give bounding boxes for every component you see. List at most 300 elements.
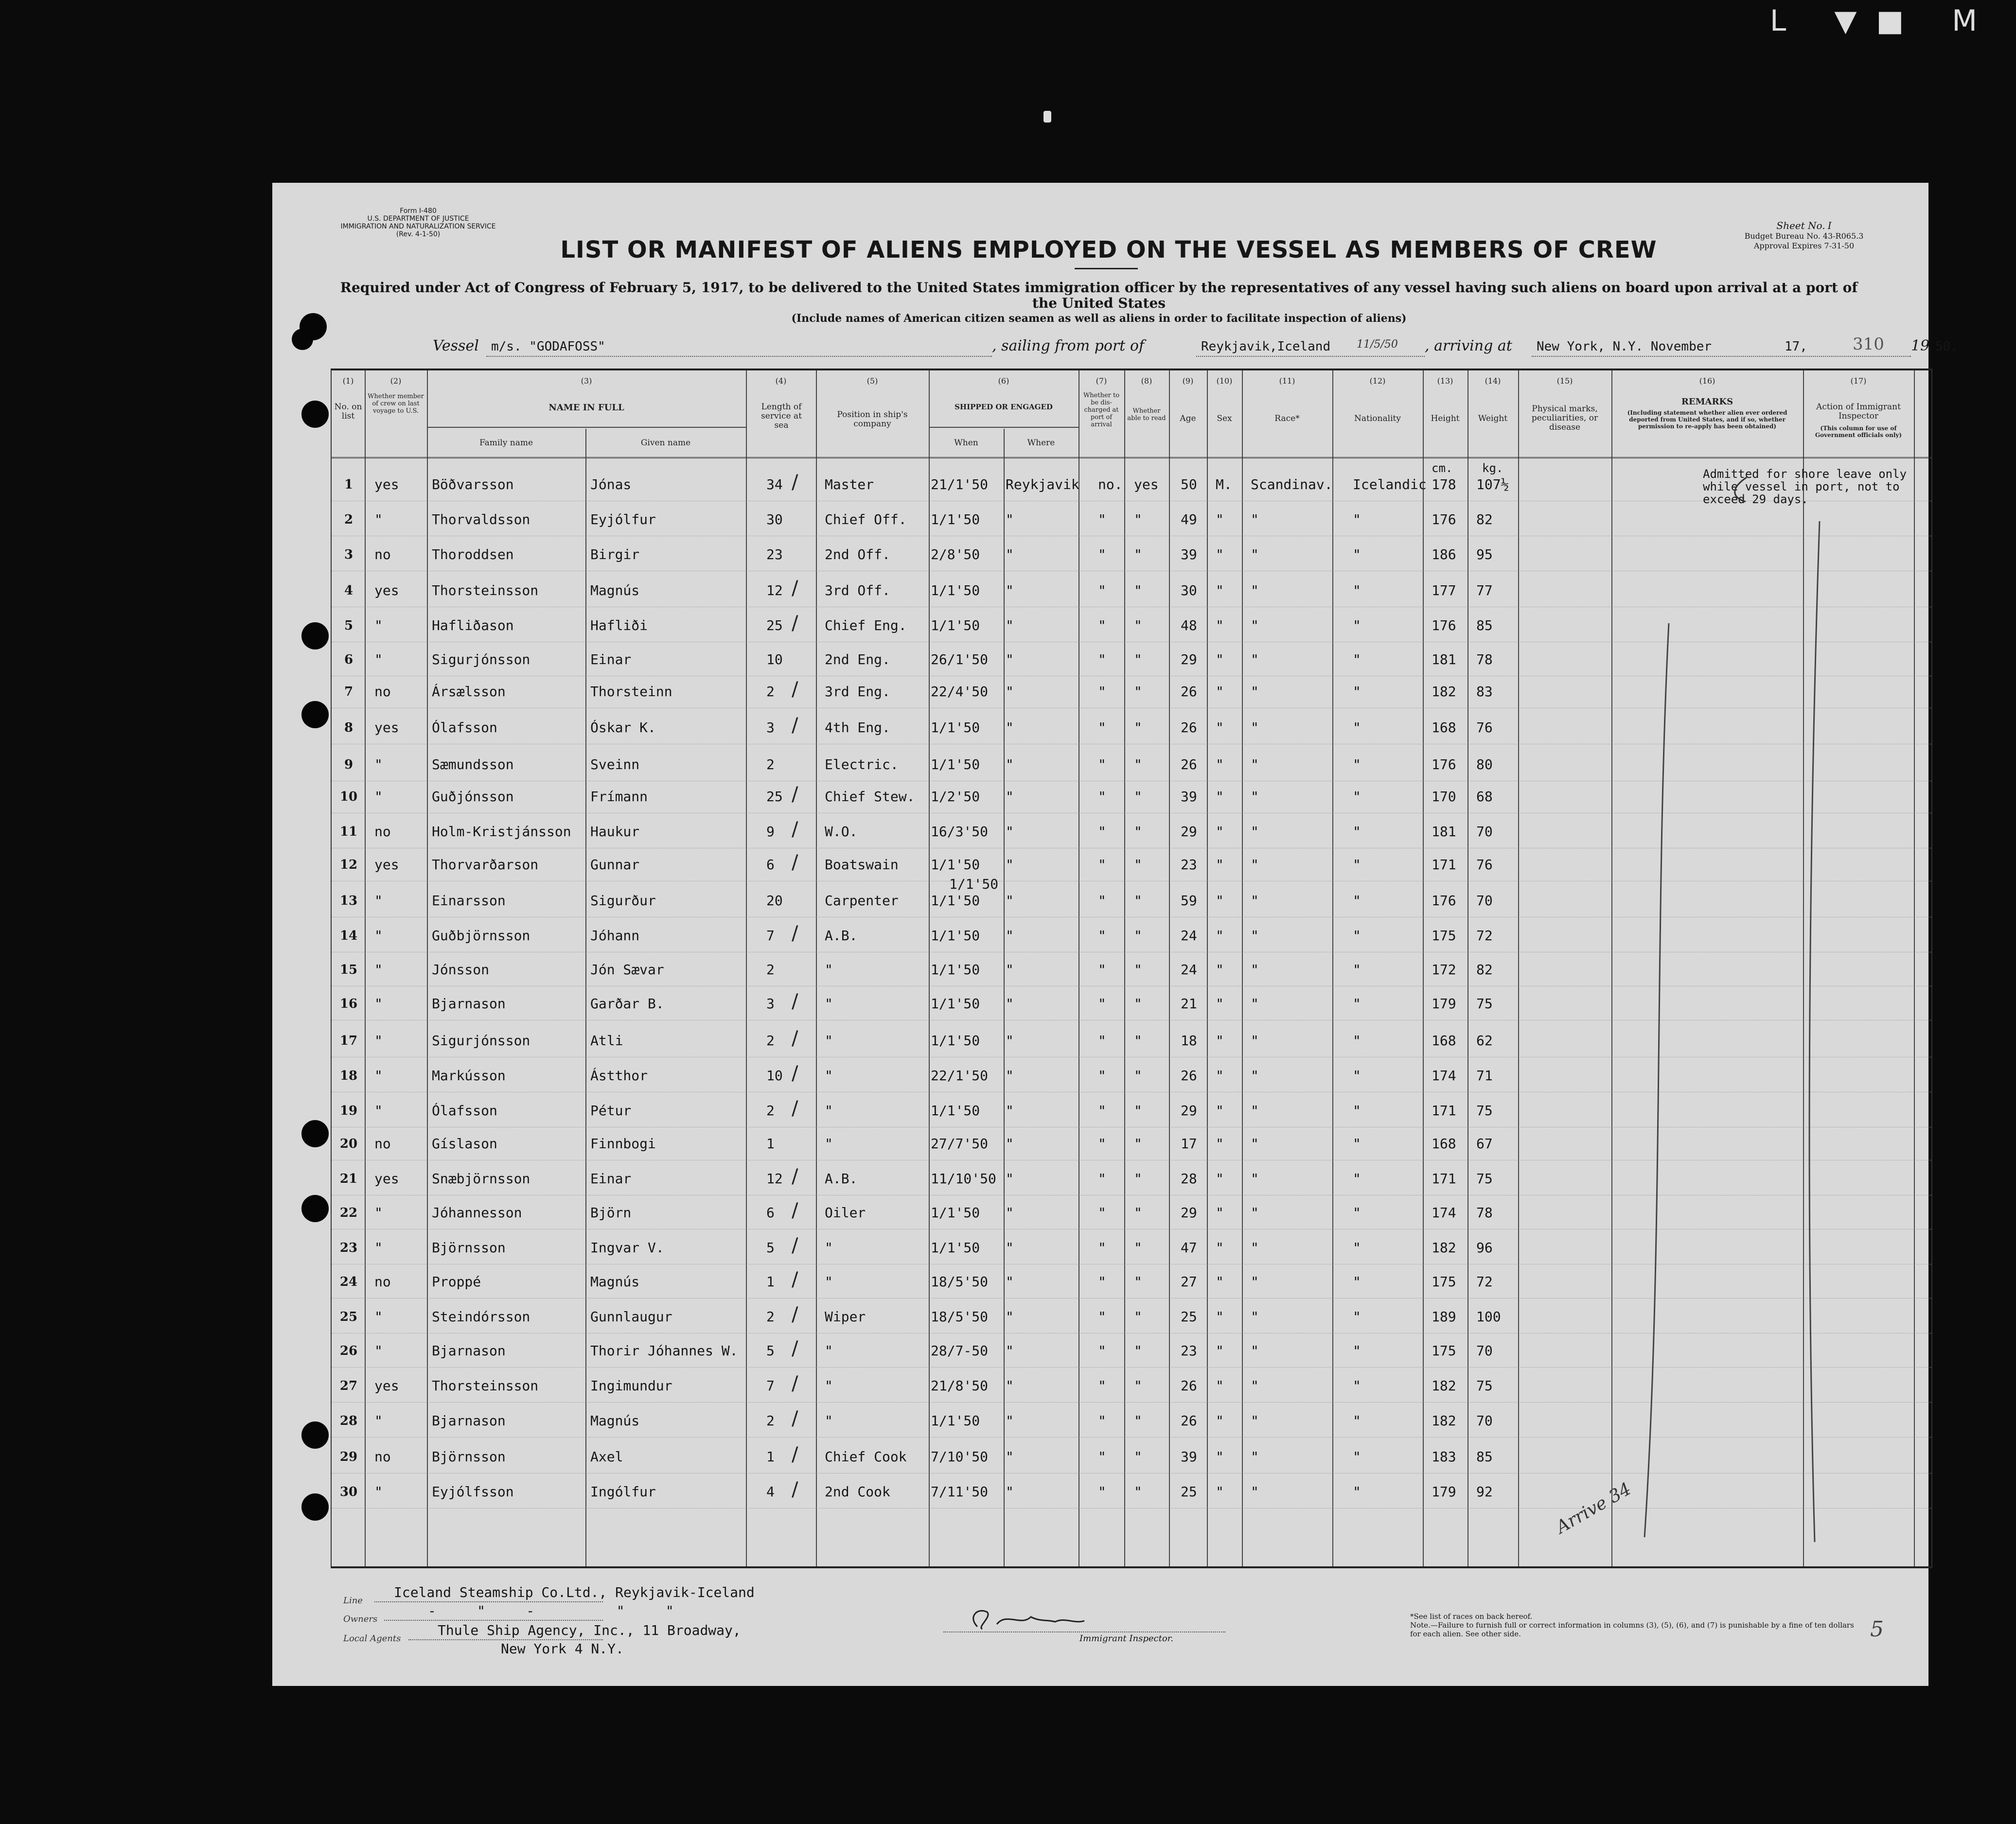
cell-position: " (825, 1343, 833, 1359)
cell-race: " (1251, 651, 1259, 667)
cell-disch: " (1098, 1068, 1106, 1084)
row-number: 17 (339, 1034, 358, 1048)
check-mark: / (792, 1234, 798, 1257)
cell-age: 26 (1181, 1378, 1197, 1394)
cell-sex: M. (1216, 476, 1232, 492)
cell-read: " (1134, 1343, 1142, 1359)
cell-when: 1/1'50 (931, 1033, 980, 1049)
col-num: (3) (581, 376, 592, 386)
cell-nat: " (1353, 1103, 1361, 1119)
cell-race: " (1251, 1171, 1259, 1187)
col-num: (7) (1096, 376, 1107, 386)
row-number: 28 (339, 1414, 358, 1428)
cell-sex: " (1216, 1484, 1224, 1500)
punch-hole (301, 622, 329, 649)
cell-weight: 82 (1476, 962, 1493, 978)
cell-age: 26 (1181, 719, 1197, 736)
cell-disch: " (1098, 1274, 1106, 1290)
cell-race: " (1251, 1484, 1259, 1500)
row-number: 3 (344, 547, 354, 562)
cell-when: 1/1'50 (931, 511, 980, 527)
cell-read: " (1134, 1171, 1142, 1187)
cell-height: 176 (1432, 756, 1456, 772)
cell-height: 182 (1432, 1240, 1456, 1256)
cell-nat: " (1353, 1205, 1361, 1221)
cell-nat: " (1353, 1136, 1361, 1152)
check-mark: / (792, 612, 798, 634)
manifest-sheet (272, 183, 1958, 1686)
cell-family: Thorsteinsson (432, 582, 539, 598)
cell-where: " (1006, 1136, 1014, 1152)
cell-disch: " (1098, 684, 1106, 700)
cell-disch: " (1098, 1033, 1106, 1049)
cell-age: 26 (1181, 1068, 1197, 1084)
col-num: (5) (867, 376, 878, 386)
cell-when: 1/1'50 (931, 756, 980, 772)
cell-height: 182 (1432, 684, 1456, 700)
cell-family: Sigurjónsson (432, 651, 531, 667)
cell-age: 23 (1181, 1343, 1197, 1359)
handwritten-note: Arrive 34 (1553, 1479, 1635, 1538)
cell-where: " (1006, 1240, 1014, 1256)
cell-sex: " (1216, 1274, 1224, 1290)
col-line (929, 370, 930, 1566)
cell-nat: " (1353, 1484, 1361, 1500)
header-height: Height (1431, 414, 1460, 423)
cell-race: Scandinav. (1251, 476, 1333, 492)
cell-where: " (1006, 651, 1014, 667)
cell-family: Bjarnason (432, 1343, 506, 1359)
cell-when: 7/11'50 (931, 1484, 989, 1500)
remark-line: Admitted for shore leave only (1703, 467, 1907, 481)
cell-height: 182 (1432, 1413, 1456, 1429)
cell-read: " (1134, 824, 1142, 840)
cell-weight: 75 (1476, 1378, 1493, 1394)
cell-position: Boatswain (825, 857, 899, 873)
cell-height: 171 (1432, 1103, 1456, 1119)
col-line (1124, 370, 1125, 1566)
cell-position: " (825, 1103, 833, 1119)
row-number: 8 (344, 720, 354, 735)
cell-position: " (825, 1274, 833, 1290)
cell-sex: " (1216, 1205, 1224, 1221)
header-discharged: Whether to be dis-charged at port of arrival (1083, 392, 1120, 428)
cell-length: 1 (766, 1136, 775, 1152)
cell-sex: " (1216, 1449, 1224, 1465)
cell-weight: 83 (1476, 684, 1493, 700)
cell-when: 7/10'50 (931, 1449, 989, 1465)
cell-family: Thoroddsen (432, 546, 514, 562)
cell-length: 12 (766, 582, 783, 598)
row-number: 26 (339, 1344, 358, 1358)
cell-sex: " (1216, 1171, 1224, 1187)
cell-disch: " (1098, 582, 1106, 598)
page-mark: 5 (1870, 1617, 1884, 1642)
cell-sex: " (1216, 1033, 1224, 1049)
cell-family: Thorvarðarson (432, 857, 539, 873)
cell-read: " (1134, 857, 1142, 873)
owners-value: - " - " " (428, 1603, 674, 1619)
col-num: (17) (1850, 376, 1867, 386)
cell-race: " (1251, 1309, 1259, 1325)
cell-disch: " (1098, 857, 1106, 873)
cell-sex: " (1216, 1136, 1224, 1152)
cell-height: 172 (1432, 962, 1456, 978)
cell-height: 175 (1432, 1274, 1456, 1290)
cell-race: " (1251, 546, 1259, 562)
cell-family: Markússon (432, 1068, 506, 1084)
cell-weight: 100 (1476, 1309, 1501, 1325)
cell-height: 182 (1432, 1378, 1456, 1394)
cell-race: " (1251, 1205, 1259, 1221)
cell-prev: " (374, 789, 383, 805)
cell-disch: " (1098, 546, 1106, 562)
cell-given: Haukur (590, 824, 640, 840)
col-num: (10) (1216, 376, 1233, 386)
cell-weight: 78 (1476, 1205, 1493, 1221)
cell-given: Jóhann (590, 928, 640, 944)
cell-disch: no. (1098, 476, 1123, 492)
cell-given: Gunnlaugur (590, 1309, 672, 1325)
col-num: (4) (775, 376, 787, 386)
row-number: 13 (339, 894, 358, 908)
cell-sex: " (1216, 857, 1224, 873)
cell-length: 1 (766, 1274, 775, 1290)
cell-height: 175 (1432, 1343, 1456, 1359)
cell-given: Magnús (590, 1413, 640, 1429)
cell-race: " (1251, 617, 1259, 633)
cell-family: Ólafsson (432, 719, 497, 736)
cell-position: " (825, 1136, 833, 1152)
row-number: 27 (339, 1379, 358, 1393)
cell-read: " (1134, 651, 1142, 667)
cell-height: 186 (1432, 546, 1456, 562)
cell-length: 9 (766, 824, 775, 840)
cell-when: 1/1'50 (931, 962, 980, 978)
document-title: LIST OR MANIFEST OF ALIENS EMPLOYED ON THE VESSEL AS MEMBERS OF CREW (560, 236, 1657, 263)
check-mark: / (792, 471, 798, 493)
cell-race: " (1251, 582, 1259, 598)
col-line (585, 429, 586, 1566)
cell-where: " (1006, 996, 1014, 1012)
arrival-port: New York, N.Y. November (1537, 339, 1712, 354)
cell-prev: yes (374, 476, 399, 492)
cell-nat: " (1353, 719, 1361, 736)
cell-family: Steindórsson (432, 1309, 531, 1325)
sheet-number: I (1827, 220, 1832, 231)
cell-prev: " (374, 1205, 383, 1221)
cell-weight: 78 (1476, 651, 1493, 667)
cell-nat: " (1353, 1068, 1361, 1084)
cell-sex: " (1216, 928, 1224, 944)
cell-length: 2 (766, 684, 775, 700)
cell-read: " (1134, 684, 1142, 700)
cell-prev: " (374, 1343, 383, 1359)
cell-family: Gíslason (432, 1136, 497, 1152)
cell-age: 23 (1181, 857, 1197, 873)
cell-given: Björn (590, 1205, 632, 1221)
check-mark: / (792, 1062, 798, 1085)
cell-age: 29 (1181, 824, 1197, 840)
cell-given: Óskar K. (590, 719, 656, 736)
cell-length: 3 (766, 719, 775, 736)
cell-sex: " (1216, 1343, 1224, 1359)
cell-nat: " (1353, 824, 1361, 840)
cell-where: " (1006, 1068, 1014, 1084)
col-line (816, 370, 817, 1566)
penalty-note: Note.—Failure to furnish full or correct information in columns (3), (5), (6), and (7) is punishable by a fine of ten dollars for each alien. See other side. (1410, 1621, 1854, 1638)
check-mark: / (792, 1372, 798, 1395)
cell-position: 2nd Off. (825, 546, 890, 562)
cell-nat: " (1353, 1309, 1361, 1325)
cell-family: Ársælsson (432, 684, 506, 700)
row-number: 22 (339, 1206, 358, 1220)
form-identifier (331, 207, 506, 238)
cell-read: " (1134, 617, 1142, 633)
cell-read: " (1134, 928, 1142, 944)
cell-height: 179 (1432, 996, 1456, 1012)
col-num: (13) (1437, 376, 1453, 386)
cell-position: 3rd Eng. (825, 684, 890, 700)
row-number: 21 (339, 1172, 358, 1186)
cell-family: Snæbjörnsson (432, 1171, 531, 1187)
unit-cm: cm. (1432, 461, 1453, 475)
cell-given: Einar (590, 651, 632, 667)
punch-hole (292, 329, 313, 350)
cell-nat: " (1353, 893, 1361, 909)
cell-given: Magnús (590, 582, 640, 598)
check-mark: / (792, 1165, 798, 1188)
cell-given: Ingólfur (590, 1484, 656, 1500)
form-dept: U.S. DEPARTMENT OF JUSTICE (367, 215, 469, 223)
cell-given: Eyjólfur (590, 511, 656, 527)
cell-given: Hafliði (590, 617, 648, 633)
cell-prev: no (374, 1449, 391, 1465)
handwritten-date: 11/5/50 (1357, 338, 1398, 351)
film-corner-marks: L ▼■ M (1769, 4, 1997, 38)
cell-where: " (1006, 1205, 1014, 1221)
cell-where: " (1006, 928, 1014, 944)
check-mark: / (792, 1268, 798, 1291)
cell-age: 25 (1181, 1484, 1197, 1500)
cell-length: 7 (766, 928, 775, 944)
cell-age: 27 (1181, 1274, 1197, 1290)
cell-height: 171 (1432, 857, 1456, 873)
remark-line: exceed 29 days. (1703, 492, 1808, 506)
header-family-name: Family name (479, 438, 533, 448)
cell-read: " (1134, 1240, 1142, 1256)
cell-read: " (1134, 546, 1142, 562)
col-line (1242, 370, 1243, 1566)
arrival-day: 17, (1785, 339, 1807, 354)
cell-nat: " (1353, 546, 1361, 562)
line-label: Line (343, 1596, 363, 1606)
page-number: 310 (1853, 334, 1884, 354)
cell-where: " (1006, 756, 1014, 772)
header-position: Position in ship's company (837, 410, 908, 429)
cell-nat: " (1353, 857, 1361, 873)
cell-read: " (1134, 1136, 1142, 1152)
dotted-underline (374, 1601, 603, 1602)
cell-position: A.B. (825, 928, 858, 944)
col-line (1332, 370, 1333, 1566)
cell-read: " (1134, 893, 1142, 909)
cell-position: Chief Stew. (825, 789, 915, 805)
form-service: IMMIGRATION AND NATURALIZATION SERVICE (340, 223, 496, 230)
cell-height: 174 (1432, 1068, 1456, 1084)
row-number: 1 (344, 477, 354, 492)
cell-sex: " (1216, 962, 1224, 978)
cell-when: 1/1'50 (931, 1205, 980, 1221)
title-rule (1075, 268, 1138, 269)
owners-label: Owners (343, 1614, 378, 1624)
cell-given: Magnús (590, 1274, 640, 1290)
cell-read: " (1134, 1103, 1142, 1119)
cell-given: Thorir Jóhannes W. (590, 1343, 738, 1359)
row-number: 19 (339, 1104, 358, 1118)
cell-height: 170 (1432, 789, 1456, 805)
cell-where: " (1006, 1309, 1014, 1325)
cell-disch: " (1098, 756, 1106, 772)
cell-given: Thorsteinn (590, 684, 672, 700)
cell-weight: 76 (1476, 857, 1493, 873)
dotted-underline (1196, 356, 1425, 357)
cell-nat: " (1353, 789, 1361, 805)
cell-prev: yes (374, 719, 399, 736)
col-line (1207, 370, 1208, 1566)
cell-sex: " (1216, 617, 1224, 633)
cell-position: " (825, 996, 833, 1012)
check-mark: / (792, 678, 798, 701)
handwritten-brackets (1615, 468, 1931, 1561)
cell-family: Björnsson (432, 1240, 506, 1256)
cell-length: 10 (766, 1068, 783, 1084)
cell-height: 176 (1432, 893, 1456, 909)
punch-hole (301, 1421, 329, 1449)
cell-nat: " (1353, 1171, 1361, 1187)
cell-position: Oiler (825, 1205, 866, 1221)
name-subrule (427, 427, 746, 428)
cell-race: " (1251, 857, 1259, 873)
cell-height: 168 (1432, 1136, 1456, 1152)
cell-when: 1/1'50 (931, 996, 980, 1012)
cell-given: Atli (590, 1033, 623, 1049)
col-line (365, 370, 366, 1566)
header-where: Where (1027, 438, 1055, 448)
check-mark: / (792, 1097, 798, 1120)
vessel-line (433, 337, 1958, 360)
col-num: (14) (1485, 376, 1501, 386)
cell-sex: " (1216, 1378, 1224, 1394)
col-num: (2) (390, 376, 402, 386)
sheet-label: Sheet No. (1776, 220, 1825, 231)
cell-prev: " (374, 1309, 383, 1325)
cell-disch: " (1098, 1378, 1106, 1394)
cell-when: 18/5'50 (931, 1274, 989, 1290)
cell-family: Sæmundsson (432, 756, 514, 772)
cell-age: 18 (1181, 1033, 1197, 1049)
cell-race: " (1251, 962, 1259, 978)
col-num: (15) (1556, 376, 1573, 386)
cell-weight: 77 (1476, 582, 1493, 598)
cell-given: Sveinn (590, 756, 640, 772)
cell-family: Holm-Kristjánsson (432, 824, 571, 840)
cell-prev: " (374, 962, 383, 978)
cell-prev: " (374, 1068, 383, 1084)
cell-age: 39 (1181, 789, 1197, 805)
cell-prev: yes (374, 857, 399, 873)
cell-when: 1/2'50 (931, 789, 980, 805)
row-number: 10 (339, 789, 358, 804)
cell-prev: " (374, 928, 383, 944)
cell-when: 11/10'50 (931, 1171, 996, 1187)
cell-when: 1/1'50 (931, 719, 980, 736)
row-number: 20 (339, 1137, 358, 1151)
col-num: (9) (1182, 376, 1194, 386)
cell-sex: " (1216, 1309, 1224, 1325)
col-num: (8) (1141, 376, 1152, 386)
cell-when: 16/3'50 (931, 824, 989, 840)
cell-age: 28 (1181, 1171, 1197, 1187)
header-no-on-list: No. on list (334, 402, 362, 421)
col-line (1611, 370, 1612, 1566)
cell-length: 2 (766, 1033, 775, 1049)
cell-nat: " (1353, 1378, 1361, 1394)
cell-length: 5 (766, 1240, 775, 1256)
cell-height: 174 (1432, 1205, 1456, 1221)
cell-race: " (1251, 1103, 1259, 1119)
cell-age: 49 (1181, 511, 1197, 527)
cell-nat: " (1353, 1413, 1361, 1429)
cell-position: 2nd Eng. (825, 651, 890, 667)
cell-family: Proppé (432, 1274, 481, 1290)
cell-when: 18/5'50 (931, 1309, 989, 1325)
cell-given: Einar (590, 1171, 632, 1187)
cell-prev: " (374, 1413, 383, 1429)
cell-prev: " (374, 1484, 383, 1500)
dotted-underline (408, 1639, 603, 1640)
header-action-note: (This column for use of Government officials only) (1815, 425, 1902, 438)
cell-height: 177 (1432, 582, 1456, 598)
footer-note (1410, 1612, 1857, 1638)
sailing-label: , sailing from port of (992, 337, 1145, 354)
cell-read: " (1134, 996, 1142, 1012)
cell-family: Hafliðason (432, 617, 514, 633)
cell-length: 2 (766, 1413, 775, 1429)
cell-nat: " (1353, 756, 1361, 772)
row-number: 29 (339, 1450, 358, 1464)
cell-length: 2 (766, 1309, 775, 1325)
cell-when: 2/8'50 (931, 546, 980, 562)
cell-race: " (1251, 996, 1259, 1012)
cell-family: Sigurjónsson (432, 1033, 531, 1049)
col-num: (6) (998, 376, 1009, 386)
cell-where: " (1006, 857, 1014, 873)
cell-weight: 92 (1476, 1484, 1493, 1500)
check-mark: / (792, 577, 798, 599)
cell-given: Jón Sævar (590, 962, 664, 978)
cell-nat: " (1353, 684, 1361, 700)
cell-race: " (1251, 893, 1259, 909)
cell-position: Wiper (825, 1309, 866, 1325)
cell-nat: " (1353, 651, 1361, 667)
cell-position: Master (825, 476, 874, 492)
inspector-label: Immigrant Inspector. (1079, 1633, 1174, 1644)
cell-length: 25 (766, 617, 783, 633)
col-num: (12) (1369, 376, 1386, 386)
cell-prev: " (374, 1240, 383, 1256)
cell-where: " (1006, 511, 1014, 527)
